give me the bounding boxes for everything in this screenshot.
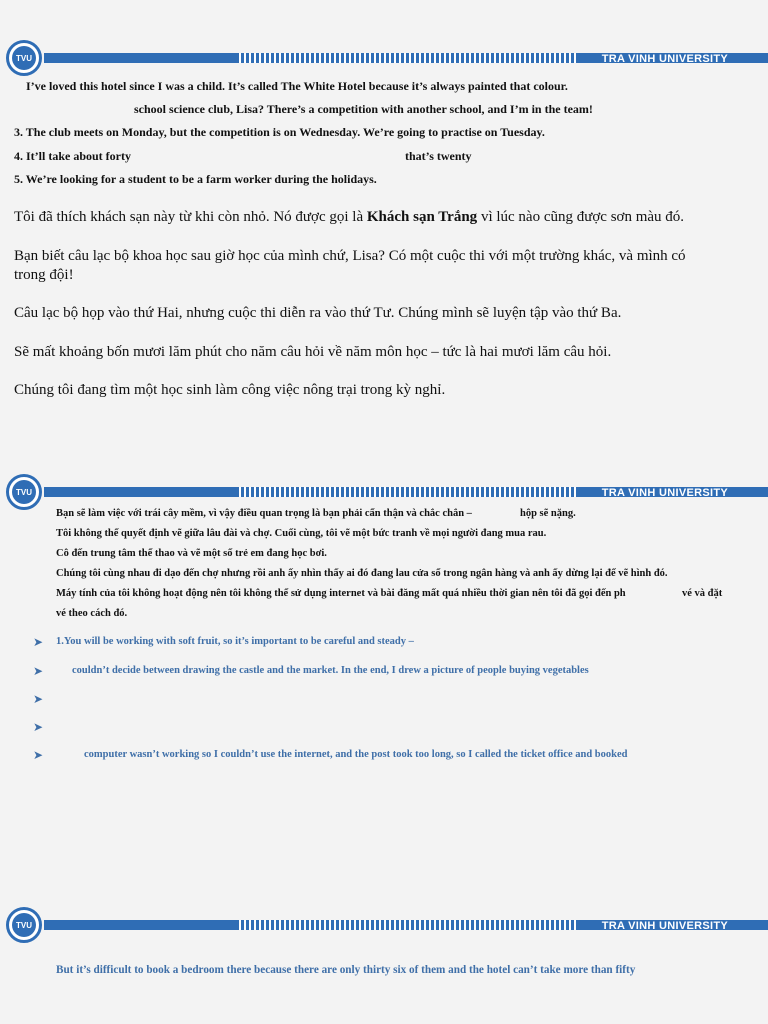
vietnamese-line-1a: Bạn sẽ làm việc với trái cây mềm, vì vậy điều quan trọng là bạn phải cẩn thận và chắc chắn – xyxy=(56,508,472,519)
bullet-arrow-icon: ➤ xyxy=(33,748,44,762)
english-bullet-5: computer wasn’t working so I couldn’t use the internet, and the post took too long, so I called the ticket office and booked xyxy=(84,749,628,760)
english-line-1: I’ve loved this hotel since I was a child. It’s called The White Hotel because it’s always painted that colour. xyxy=(26,79,568,93)
english-bullet-2: couldn’t decide between drawing the castle and the market. In the end, I drew a picture of people buying vegetables xyxy=(72,665,589,676)
slide-2 xyxy=(0,470,768,890)
english-line-4a: 4. It’ll take about forty xyxy=(14,149,131,163)
university-logo: TVU xyxy=(6,40,42,76)
vietnamese-line-5: Chúng tôi đang tìm một học sinh làm công việc nông trại trong kỳ nghỉ. xyxy=(14,382,446,398)
header-banner xyxy=(0,909,768,939)
vietnamese-line-4: Chúng tôi cùng nhau đi dạo đến chợ nhưng rồi anh ấy nhìn thấy ai đó đang lau cửa sổ trong ngân hàng và anh ấy dừng lại để vẽ hình đó. xyxy=(56,568,668,579)
slide-1 xyxy=(0,0,768,455)
english-line-2: school science club, Lisa? There’s a competition with another school, and I’m in the team! xyxy=(134,102,593,116)
hotel-name: Khách sạn Trắng xyxy=(366,209,478,225)
english-line-3: 3. The club meets on Monday, but the competition is on Wednesday. We’re going to practise on Tuesday. xyxy=(14,125,545,139)
vietnamese-line-2b: trong đội! xyxy=(14,267,74,283)
university-name: TRA VINH UNIVERSITY xyxy=(601,487,728,499)
bullet-arrow-icon: ➤ xyxy=(33,635,44,649)
university-name: TRA VINH UNIVERSITY xyxy=(601,920,728,932)
vietnamese-line-1b: hộp sẽ nặng. xyxy=(520,508,576,519)
university-name: TRA VINH UNIVERSITY xyxy=(601,53,728,65)
barcode-stripes xyxy=(239,920,579,930)
slide-3 xyxy=(0,900,768,1024)
bullet-arrow-icon: ➤ xyxy=(33,664,44,678)
university-logo: TVU xyxy=(6,907,42,943)
bullet-arrow-icon: ➤ xyxy=(33,720,44,734)
english-line-1: But it’s difficult to book a bedroom there because there are only thirty six of them and the hotel can’t take more than fifty xyxy=(56,964,636,976)
vietnamese-line-4: Sẽ mất khoảng bốn mươi lăm phút cho năm câu hỏi về năm môn học – tức là hai mươi lăm câu hỏi. xyxy=(14,344,612,360)
vietnamese-line-5a: Máy tính của tôi không hoạt động nên tôi không thể sử dụng internet và bài đăng mất quá nhiều thời gian nên tôi đã gọi đến ph xyxy=(56,588,626,599)
header-banner xyxy=(0,42,768,72)
english-line-4b: that’s twenty xyxy=(405,149,472,163)
barcode-stripes xyxy=(239,487,579,497)
vietnamese-line-3: Câu lạc bộ họp vào thứ Hai, nhưng cuộc thi diễn ra vào thứ Tư. Chúng mình sẽ luyện tập vào thứ Ba. xyxy=(14,305,622,321)
english-line-5: 5. We’re looking for a student to be a farm worker during the holidays. xyxy=(14,172,377,186)
university-logo: TVU xyxy=(6,474,42,510)
vietnamese-line-5c: vé theo cách đó. xyxy=(56,608,128,619)
vietnamese-line-3: Cô đến trung tâm thể thao và vẽ một số trẻ em đang học bơi. xyxy=(56,548,327,559)
vietnamese-line-2: Tôi không thể quyết định vẽ giữa lâu đài và chợ. Cuối cùng, tôi vẽ một bức tranh về mọi người đang mua rau. xyxy=(56,528,547,539)
vietnamese-line-2a: Bạn biết câu lạc bộ khoa học sau giờ học của mình chứ, Lisa? Có một cuộc thi với một trường khác, và mình có xyxy=(14,248,686,264)
header-banner xyxy=(0,476,768,506)
vietnamese-line-5b: vé và đặt xyxy=(682,588,723,599)
vietnamese-line-1: Tôi đã thích khách sạn này từ khi còn nhỏ. Nó được gọi là Khách sạn Trắng vì lúc nào cũng được sơn màu đó. xyxy=(14,209,685,225)
english-bullet-1: 1.You will be working with soft fruit, so it’s important to be careful and steady – xyxy=(56,636,414,647)
barcode-stripes xyxy=(239,53,579,63)
bullet-arrow-icon: ➤ xyxy=(33,692,44,706)
